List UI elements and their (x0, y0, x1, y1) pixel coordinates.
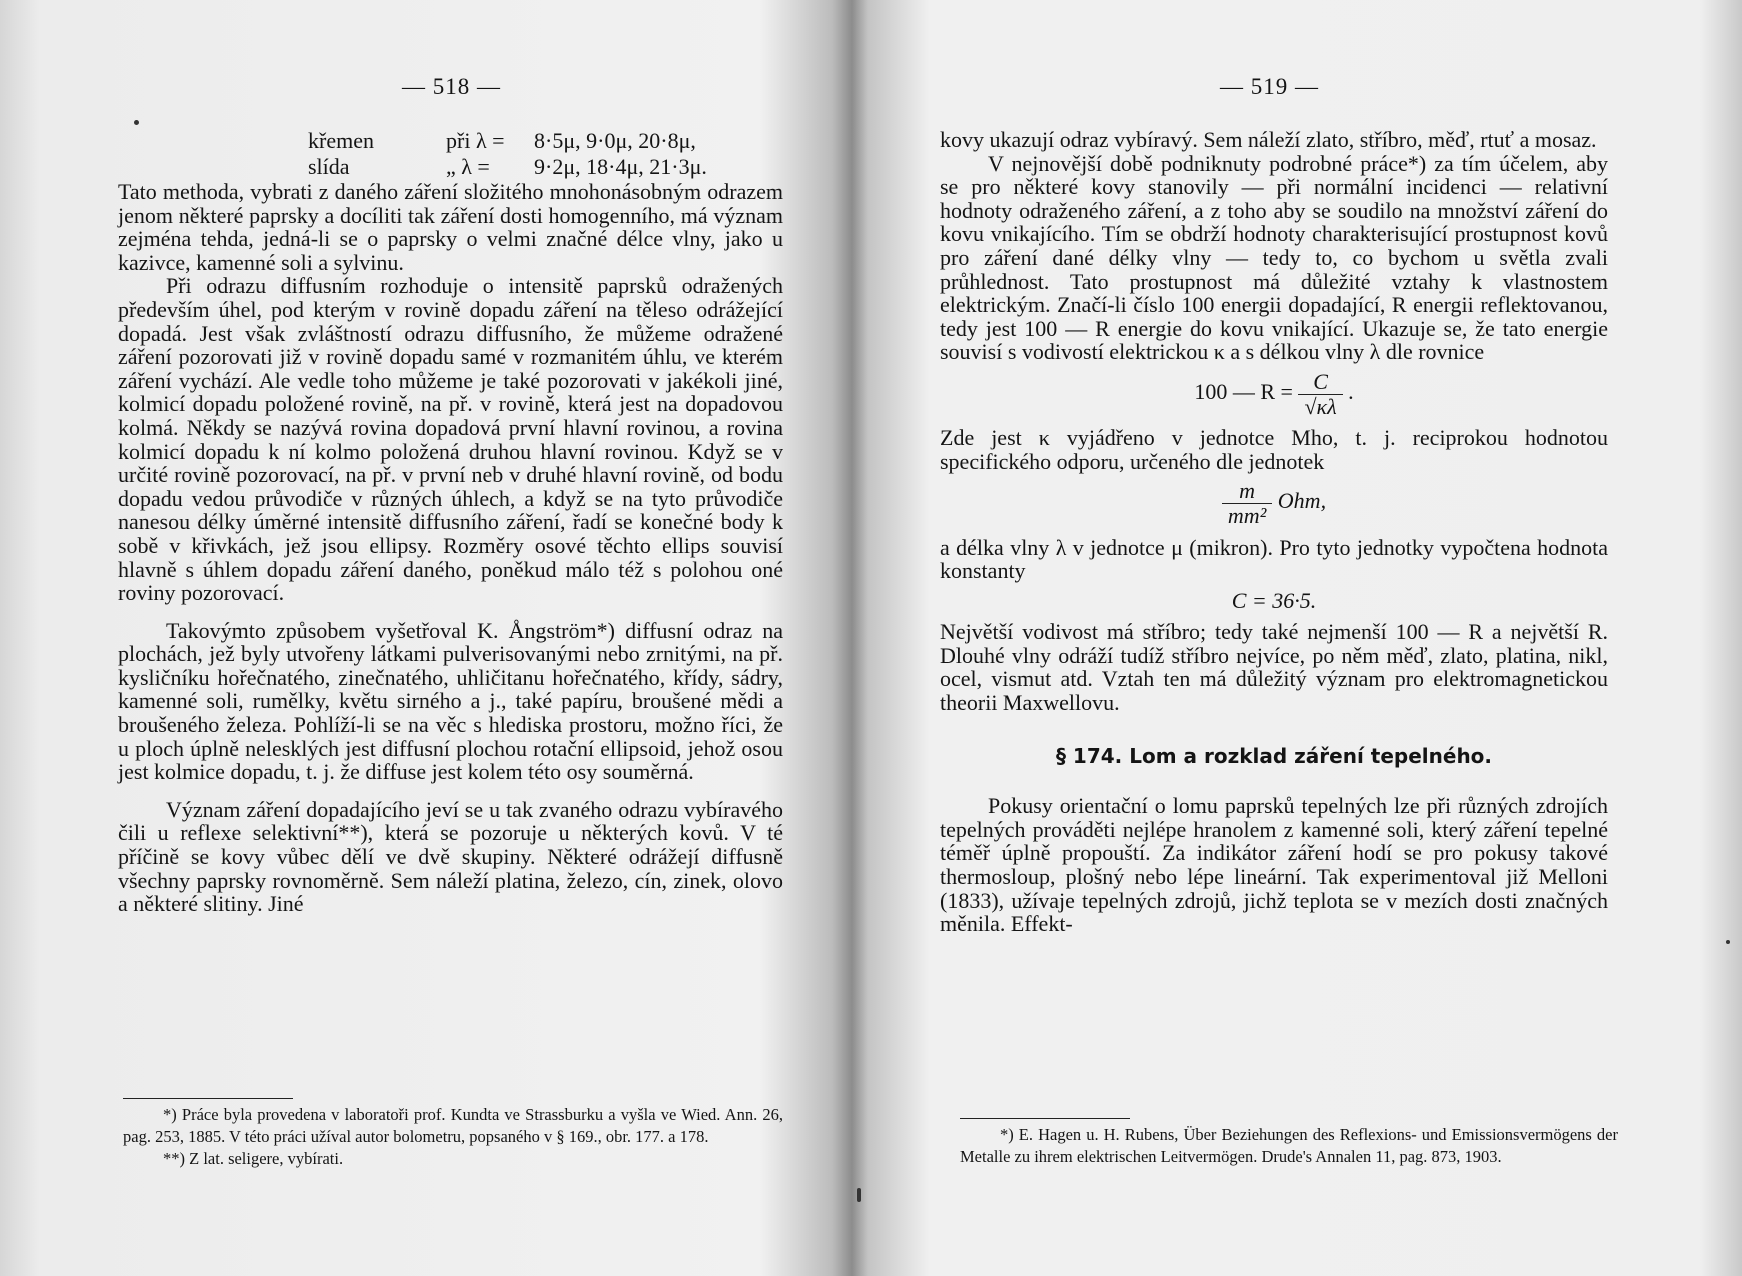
paragraph: Zde jest κ vyjádřeno v jednotce Mho, t. j. reciprokou hodnotou specifického odporu, určeného dle jednotek (940, 425, 1608, 474)
wavelength-values: 8·5μ, 9·0μ, 20·8μ, (534, 128, 696, 153)
paragraph: Takovýmto způsobem vyšetřoval K. Ångström*) diffusní odraz na plochách, jež byly utvořeny látkami pulverisovanými nebo zrnitými, na př. kysličníku hořečnatého, zinečnatého, uhličitanu hořečnatého, křídy, sádry, kamenné soli, rumělky, květu sirného a j., také papíru, broušené mědi a broušeného železa. Pohlíží-li se na věc s hlediska prostoru, možno říci, že u ploch úplně nelesklých jest diffusní plochou rotační ellipsoid, jehož osou jest kolmice dopadu, t. j. že diffuse jest kolem této osy souměrná. (118, 617, 783, 785)
paragraph: a délka vlny λ v jednotce μ (mikron). Pro tyto jednotky vypočtena hodnota konstanty (940, 534, 1608, 584)
page-number: — 519 — (1220, 74, 1319, 99)
footnote-rule (960, 1118, 1130, 1119)
fraction-denominator: √κλ (1298, 394, 1342, 419)
footnote: *) Práce byla provedena v laboratoři prof. Kundta ve Strassburku a vyšla ve Wied. Ann. 26, pag. 253, 1885. V této práci užíval autor bolometru, popsaného v § 169., obr. 177. a 178. (123, 1105, 783, 1146)
footnote-rule (123, 1098, 293, 1099)
condition: při λ = (446, 128, 505, 153)
paragraph: V nejnovější době podniknuty podrobné práce*) za tím účelem, aby se pro některé kovy stanovily — při normální incidenci — relativní hodnoty odraženého záření, a z toho aby se soudilo na množství záření do kovu vnikajícího. Tím se obdrží hodnoty charakterisující prostupnost kovů pro záření dané délky vlny — tedy to, co bychom u světla zvali průhlednost. Tato prostupnost má důležité vztahy k vlastnostem elektrickým. Značí-li číslo 100 energii dopadající, R energii reflektovanou, tedy jest 100 — R energie do kovu vnikající. Ukazuje se, že tato energie souvisí s vodivostí elektrickou κ a s délkou vlny λ dle rovnice (940, 150, 1608, 365)
condition: „ λ = (446, 154, 490, 179)
equation-constant: C = 36·5. (1231, 587, 1317, 613)
section-heading: § 174. Lom a rozklad záření tepelného. (1055, 743, 1493, 768)
left-body-text (118, 180, 783, 916)
mineral-name: křemen (308, 128, 374, 153)
fraction-denominator: mm² (1222, 503, 1272, 528)
mineral-name: slída (308, 154, 350, 179)
fraction-numerator: m (1239, 478, 1256, 504)
footnote: *) E. Hagen u. H. Rubens, Über Beziehungen des Reflexions- und Emissionsvermögens der Metalle zu ihrem elektrischen Leitvermögen. Drude's Annalen 11, pag. 873, 1903. (960, 1125, 1618, 1166)
left-page (0, 0, 852, 1276)
paragraph: kovy ukazují odraz vybíravý. Sem náleží zlato, stříbro, měď, rtuť a mosaz. (940, 127, 1597, 152)
page-number: — 518 — (402, 74, 501, 99)
wavelength-values: 9·2μ, 18·4μ, 21·3μ. (534, 154, 707, 179)
table-row (118, 154, 783, 180)
paragraph: Význam záření dopadajícího jeví se u tak zvaného odrazu vybíravého čili u reflexe selektivní**), která se pozoruje u některých kovů. V té příčině se kovy vůbec dělí ve dvě skupiny. Některé odrážejí diffusně všechny paprsky rovnoměrně. Sem náleží platina, železo, cín, zinek, olovo a některé slitiny. Jiné (118, 796, 783, 917)
footnotes (123, 1104, 783, 1170)
equation-tail: . (1348, 379, 1354, 405)
footnotes (960, 1124, 1618, 1168)
speck (134, 120, 139, 125)
paragraph: Při odrazu diffusním rozhoduje o intensitě paprsků odražených především úhel, pod kterým v rovině dopadu záření na těleso odrážející dopadá. Jest však zvláštností odrazu diffusního, že můžeme odražené záření pozorovati již v rovině dopadu samé v rozmanitém úhlu, ve kterém záření vychází. Ale vedle toho můžeme je také pozorovati v jakékoli jiné, kolmicí dopadu položené rovině, na př. v rovině, která jest na dopadovou kolmá. Někdy se nazývá rovina dopadová první hlavní rovinou, a rovina kolmicí dopadu k ní kolmo položená druhou hlavní rovinou. Když se v určité rovině pozorovací, na př. v první neb v druhé hlavní rovině, od bodu dopadu vedou průvodiče v různých úhlech, a když se na tyto průvodiče nanesou délky úměrné intensitě diffusního záření, řadí se konečné body k sobě v křivkách, jež jsou ellipsy. Rozměry osové těchto ellips souvisí hlavně s úhlem dopadu záření daného, poněkud málo též s polohou oné roviny pozorovací. (118, 273, 783, 606)
speck (857, 1188, 861, 1202)
right-page (860, 0, 1742, 1276)
table-row (118, 128, 783, 154)
unit-label: Ohm, (1277, 488, 1327, 514)
right-body-text (940, 128, 1608, 936)
paragraph: Pokusy orientační o lomu paprsků tepelných lze při různých zdrojích tepelných prováděti nejlépe hranolem z kamenné soli, který záření tepelné téměř úplně propouští. Za indikátor záření hodí se pro pokusy takové thermosloup, plošný nebo lépe lineární. Tak experimentoval již Melloni (1833), užívaje tepelných zdrojů, jichž teplota se v mezích dosti značných měnila. Effekt- (940, 793, 1608, 937)
paragraph: Tato methoda, vybrati z daného záření složitého mnohonásobným odrazem jenom některé paprsky a docíliti tak záření dosti homogenního, má význam zejména tehda, jedná-li se o paprsky o velmi značné délce vlny, jako u kazivce, kamenné soli a sylvinu. (118, 179, 783, 275)
fraction-numerator: C (1313, 368, 1328, 394)
equation-fraction (1298, 370, 1342, 418)
paragraph: Největší vodivost má stříbro; tedy také nejmenší 100 — R a největší R. Dlouhé vlny odráží tudíž stříbro nejvíce, po něm měď, zlato, platina, nikl, ocel, vismut atd. Vztah ten má důležitý význam pro elektromagnetickou theorii Maxwellovu. (940, 619, 1608, 716)
equation-fraction (1222, 479, 1272, 527)
equation-lhs: 100 — R = (1194, 379, 1293, 405)
equation-reflection (940, 370, 1608, 418)
equation-units (940, 479, 1608, 527)
wavelength-table (118, 128, 783, 180)
speck (1726, 940, 1730, 944)
footnote: **) Z lat. seligere, vybírati. (163, 1149, 344, 1168)
